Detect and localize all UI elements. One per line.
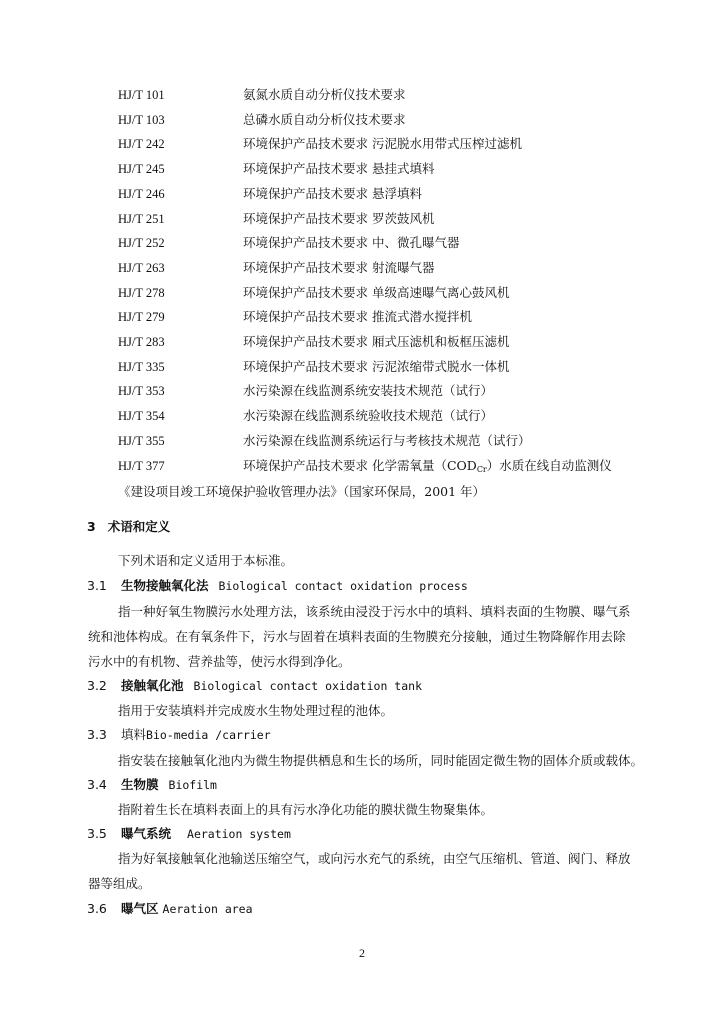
term-chinese: 生物接触氧化法 [121,578,209,593]
standard-code: HJ/T 279 [118,310,165,325]
term-heading [87,676,422,696]
standard-title: 总磷水质自动分析仪技术要求 [243,111,406,127]
term-heading [87,576,468,596]
section-intro: 下列术语和定义适用于本标准。 [118,553,294,568]
term-definition-line: 指用于安装填料并完成废水生物处理过程的池体。 [118,703,394,718]
section-title: 术语和定义 [107,519,171,534]
standard-code: HJ/T 377 [118,458,165,473]
standard-code: HJ/T 354 [118,409,165,424]
standard-code: HJ/T 252 [118,236,165,251]
title-part: ）水质在线自动监测仪 [486,457,612,473]
standard-title: 环境保护产品技术要求 推流式潜水搅拌机 [243,309,472,325]
term-heading [87,725,271,745]
term-chinese: 曝气区 [121,901,159,916]
section-number: 3 [87,519,96,534]
term-number: 3.3 [87,727,107,742]
standard-title: 环境保护产品技术要求 悬挂式填料 [243,161,435,177]
term-definition-line: 器等组成。 [88,876,151,891]
term-chinese: 生物膜 [121,777,159,792]
title-part: 环境保护产品技术要求 化学需氧量（COD [243,457,477,473]
term-definition-line: 污水中的有机物、营养盐等，使污水得到净化。 [88,654,351,669]
term-english: Bio-media /carrier [146,728,271,742]
term-definition-line: 指一种好氧生物膜污水处理方法，该系统由浸没于污水中的填料、填料表面的生物膜、曝气系 [118,604,631,619]
standard-title: 水污染源在线监测系统安装技术规范（试行） [243,383,494,399]
term-number: 3.6 [87,901,107,916]
term-definition-line: 指安装在接触氧化池内为微生物提供栖息和生长的场所，同时能固定微生物的固体介质或载体。 [118,753,644,768]
standard-title [243,455,612,481]
standard-code: HJ/T 242 [118,137,165,152]
term-number: 3.1 [87,578,107,593]
term-number: 3.2 [87,678,107,693]
standard-code: HJ/T 355 [118,433,165,448]
term-english: Biofilm [168,778,217,792]
standard-title: 水污染源在线监测系统验收技术规范（试行） [243,408,494,424]
standard-code: HJ/T 101 [118,88,165,102]
standard-code: HJ/T 246 [118,186,165,201]
term-definition-line: 指附着生长在填料表面上的具有污水净化功能的膜状微生物聚集体。 [118,802,494,817]
term-english: Aeration system [187,827,291,841]
standard-title: 环境保护产品技术要求 单级高速曝气离心鼓风机 [243,284,510,300]
standard-title: 氨氮水质自动分析仪技术要求 [243,87,406,102]
term-number: 3.4 [87,777,107,792]
standard-title: 环境保护产品技术要求 罗茨鼓风机 [243,210,435,226]
term-chinese: 曝气系统 [121,826,172,841]
standard-title: 环境保护产品技术要求 射流曝气器 [243,259,435,275]
term-heading [87,899,253,919]
standard-code: HJ/T 245 [118,162,165,177]
standard-title: 环境保护产品技术要求 厢式压滤机和板框压滤机 [243,334,510,349]
standard-code: HJ/T 353 [118,384,165,399]
term-chinese: 填料 [121,727,147,742]
standard-code: HJ/T 335 [118,359,165,374]
term-english: Biological contact oxidation tank [193,679,422,693]
standard-title: 环境保护产品技术要求 污泥脱水用带式压榨过滤机 [243,136,522,152]
standard-title: 环境保护产品技术要求 悬浮填料 [243,185,422,201]
standard-code: HJ/T 278 [118,285,165,300]
standard-code: HJ/T 283 [118,335,165,349]
section-heading [87,517,170,537]
term-definition-line: 指为好氧接触氧化池输送压缩空气，或向污水充气的系统，由空气压缩机、管道、阀门、释放 [118,851,631,866]
term-definition-line: 统和池体构成。在有氧条件下，污水与固着在填料表面的生物膜充分接触，通过生物降解作用去除 [88,629,626,644]
term-number: 3.5 [87,826,107,841]
standard-code: HJ/T 251 [118,211,165,226]
standard-title: 环境保护产品技术要求 污泥浓缩带式脱水一体机 [243,358,510,374]
term-english: Biological contact oxidation process [218,579,468,593]
subscript: Cr [476,464,487,474]
term-english: Aeration area [162,902,253,916]
regulation-reference: 《建设项目竣工环境保护验收管理办法》（国家环保局，2001 年） [118,484,486,499]
standard-code: HJ/T 103 [118,112,165,127]
standard-title: 水污染源在线监测系统运行与考核技术规范（试行） [243,432,531,448]
standard-code: HJ/T 263 [118,260,165,275]
page-number: 2 [359,946,365,960]
standard-title: 环境保护产品技术要求 中、微孔曝气器 [243,235,460,251]
term-heading [87,775,217,795]
term-chinese: 接触氧化池 [121,678,184,693]
term-heading [87,824,291,844]
